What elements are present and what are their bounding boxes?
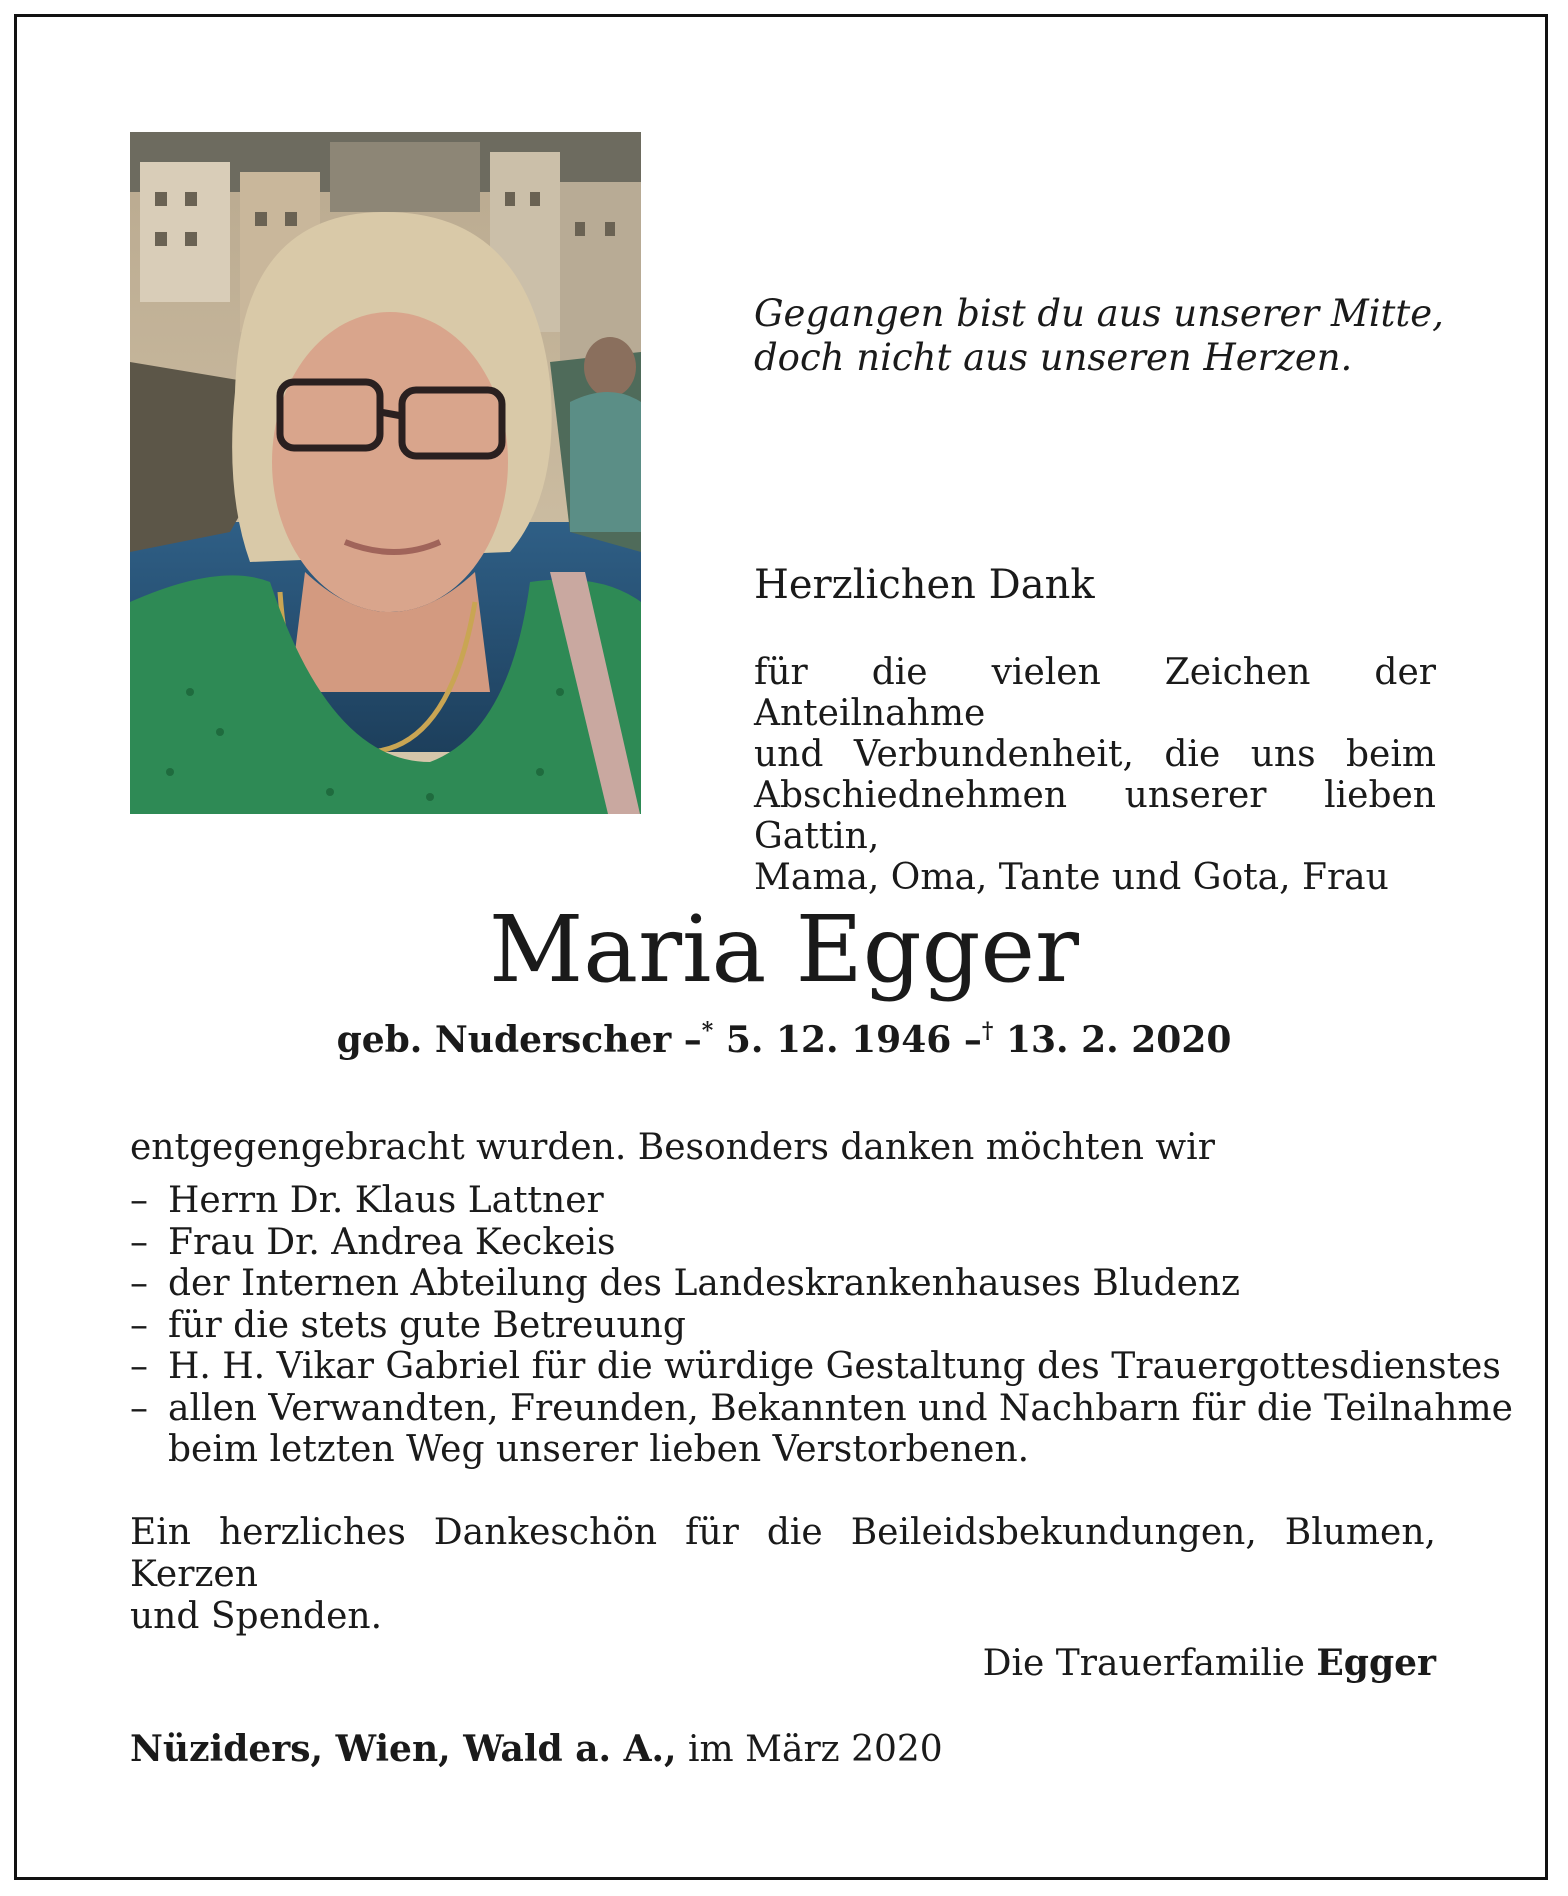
list-item: [130, 1387, 1513, 1471]
dates-separator: –: [963, 1019, 982, 1061]
portrait-photo: [130, 132, 641, 814]
signature-family-name: Egger: [1316, 1642, 1436, 1684]
thanks-line: und Verbundenheit, die uns beim: [754, 734, 1436, 775]
place-date: im März 2020: [688, 1729, 943, 1770]
list-item: [130, 1263, 1440, 1305]
portrait-illustration: [130, 132, 641, 814]
birth-name: geb. Nuderscher: [336, 1019, 672, 1061]
list-item: [130, 1222, 1440, 1264]
deceased-name: Maria Egger: [489, 896, 1079, 1003]
closing-paragraph: [130, 1512, 1436, 1638]
death-symbol: †: [981, 1018, 994, 1044]
signature-prefix: Die Trauerfamilie: [982, 1643, 1305, 1684]
family-signature: [983, 1640, 1436, 1687]
birth-date: 5. 12. 1946: [725, 1019, 952, 1061]
thanks-heading: Herzlichen Dank: [754, 562, 1095, 608]
list-item-text: der Internen Abteilung des Landeskrankenhauses Bludenz: [168, 1263, 1241, 1304]
list-item-text: Frau Dr. Andrea Keckeis: [168, 1221, 616, 1263]
list-item: [130, 1346, 1501, 1388]
list-item-text: allen Verwandten, Freunden, Bekannten und Nachbarn für die Teilnahme: [168, 1387, 1513, 1429]
motto-quote: [754, 292, 1444, 380]
closing-line: Ein herzliches Dankeschön für die Beileidsbekundungen, Blumen, Kerzen: [130, 1512, 1436, 1595]
motto-line: doch nicht aus unseren Herzen.: [754, 336, 1353, 379]
place-and-date: [130, 1726, 943, 1773]
birth-symbol: *: [701, 1018, 714, 1044]
dash-bullet: –: [130, 1263, 148, 1304]
life-dates: [0, 1017, 1568, 1063]
list-item-text: H. H. Vikar Gabriel für die würdige Gestaltung des Trauergottesdienstes: [168, 1346, 1501, 1387]
list-item: [130, 1180, 1440, 1222]
thanks-line: für die vielen Zeichen der Anteilnahme: [754, 652, 1436, 734]
place-locations: Nüziders, Wien, Wald a. A.,: [130, 1728, 677, 1770]
list-item-text: Herrn Dr. Klaus Lattner: [168, 1180, 604, 1221]
motto-line: Gegangen bist du aus unserer Mitte,: [754, 292, 1444, 335]
dash-bullet: –: [130, 1221, 148, 1263]
dash-bullet: –: [130, 1387, 148, 1429]
dash-bullet: –: [130, 1180, 148, 1221]
dash-bullet: –: [130, 1346, 148, 1387]
list-item-continuation: beim letzten Weg unserer lieben Verstorbenen.: [168, 1429, 1030, 1470]
acknowledgement-intro: entgegengebracht wurden. Besonders danken möchten wir: [130, 1127, 1215, 1168]
death-date: 13. 2. 2020: [1005, 1019, 1232, 1061]
dash-bullet: –: [130, 1304, 148, 1346]
list-item-text: für die stets gute Betreuung: [168, 1304, 686, 1346]
thanks-line: Abschiednehmen unserer lieben Gattin,: [754, 775, 1436, 857]
closing-line: und Spenden.: [130, 1596, 383, 1637]
list-item: [130, 1305, 1440, 1347]
thanks-line: Mama, Oma, Tante und Gota, Frau: [754, 857, 1389, 898]
acknowledgement-list: [130, 1180, 1513, 1471]
thanks-paragraph: [754, 652, 1436, 898]
dates-separator: –: [683, 1019, 702, 1061]
